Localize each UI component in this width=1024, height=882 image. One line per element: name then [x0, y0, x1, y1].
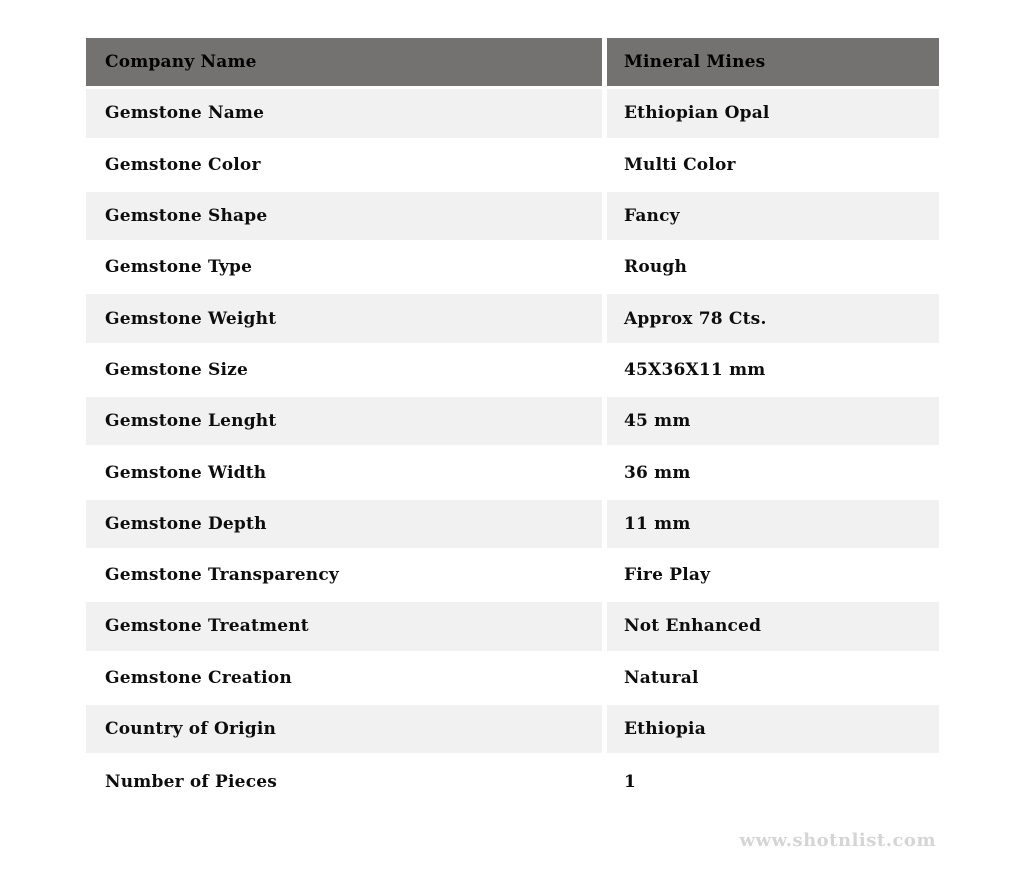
- row-value: Approx 78 Cts.: [607, 294, 939, 342]
- gemstone-spec-table: [86, 38, 939, 807]
- row-label: Number of Pieces: [86, 756, 602, 807]
- table-row: [86, 346, 939, 397]
- table-row: [86, 89, 939, 140]
- row-label: Gemstone Shape: [86, 192, 602, 240]
- row-label: Country of Origin: [86, 705, 602, 753]
- header-company-value: Mineral Mines: [607, 38, 939, 86]
- row-value: Ethiopian Opal: [607, 89, 939, 137]
- row-value: Rough: [607, 243, 939, 291]
- row-label: Gemstone Weight: [86, 294, 602, 342]
- row-value: Fire Play: [607, 551, 939, 599]
- header-company-name: Company Name: [86, 38, 602, 86]
- row-value: Ethiopia: [607, 705, 939, 753]
- table-row: [86, 756, 939, 807]
- table-row: [86, 602, 939, 653]
- row-label: Gemstone Depth: [86, 500, 602, 548]
- row-label: Gemstone Creation: [86, 654, 602, 702]
- table-row: [86, 705, 939, 756]
- row-value: 36 mm: [607, 448, 939, 496]
- row-value: Multi Color: [607, 141, 939, 189]
- table-row: [86, 294, 939, 345]
- row-value: Not Enhanced: [607, 602, 939, 650]
- table-row: [86, 448, 939, 499]
- row-label: Gemstone Lenght: [86, 397, 602, 445]
- table-row: [86, 500, 939, 551]
- row-value: 11 mm: [607, 500, 939, 548]
- table-header-row: [86, 38, 939, 89]
- table-row: [86, 141, 939, 192]
- table-row: [86, 192, 939, 243]
- row-value: 45 mm: [607, 397, 939, 445]
- row-value: 1: [607, 756, 939, 807]
- table-row: [86, 243, 939, 294]
- row-label: Gemstone Width: [86, 448, 602, 496]
- row-label: Gemstone Type: [86, 243, 602, 291]
- row-label: Gemstone Treatment: [86, 602, 602, 650]
- table-row: [86, 551, 939, 602]
- row-value: 45X36X11 mm: [607, 346, 939, 394]
- row-label: Gemstone Transparency: [86, 551, 602, 599]
- row-label: Gemstone Size: [86, 346, 602, 394]
- row-value: Natural: [607, 654, 939, 702]
- row-label: Gemstone Color: [86, 141, 602, 189]
- table-row: [86, 654, 939, 705]
- row-value: Fancy: [607, 192, 939, 240]
- row-label: Gemstone Name: [86, 89, 602, 137]
- watermark: www.shotnlist.com: [739, 830, 936, 851]
- table-row: [86, 397, 939, 448]
